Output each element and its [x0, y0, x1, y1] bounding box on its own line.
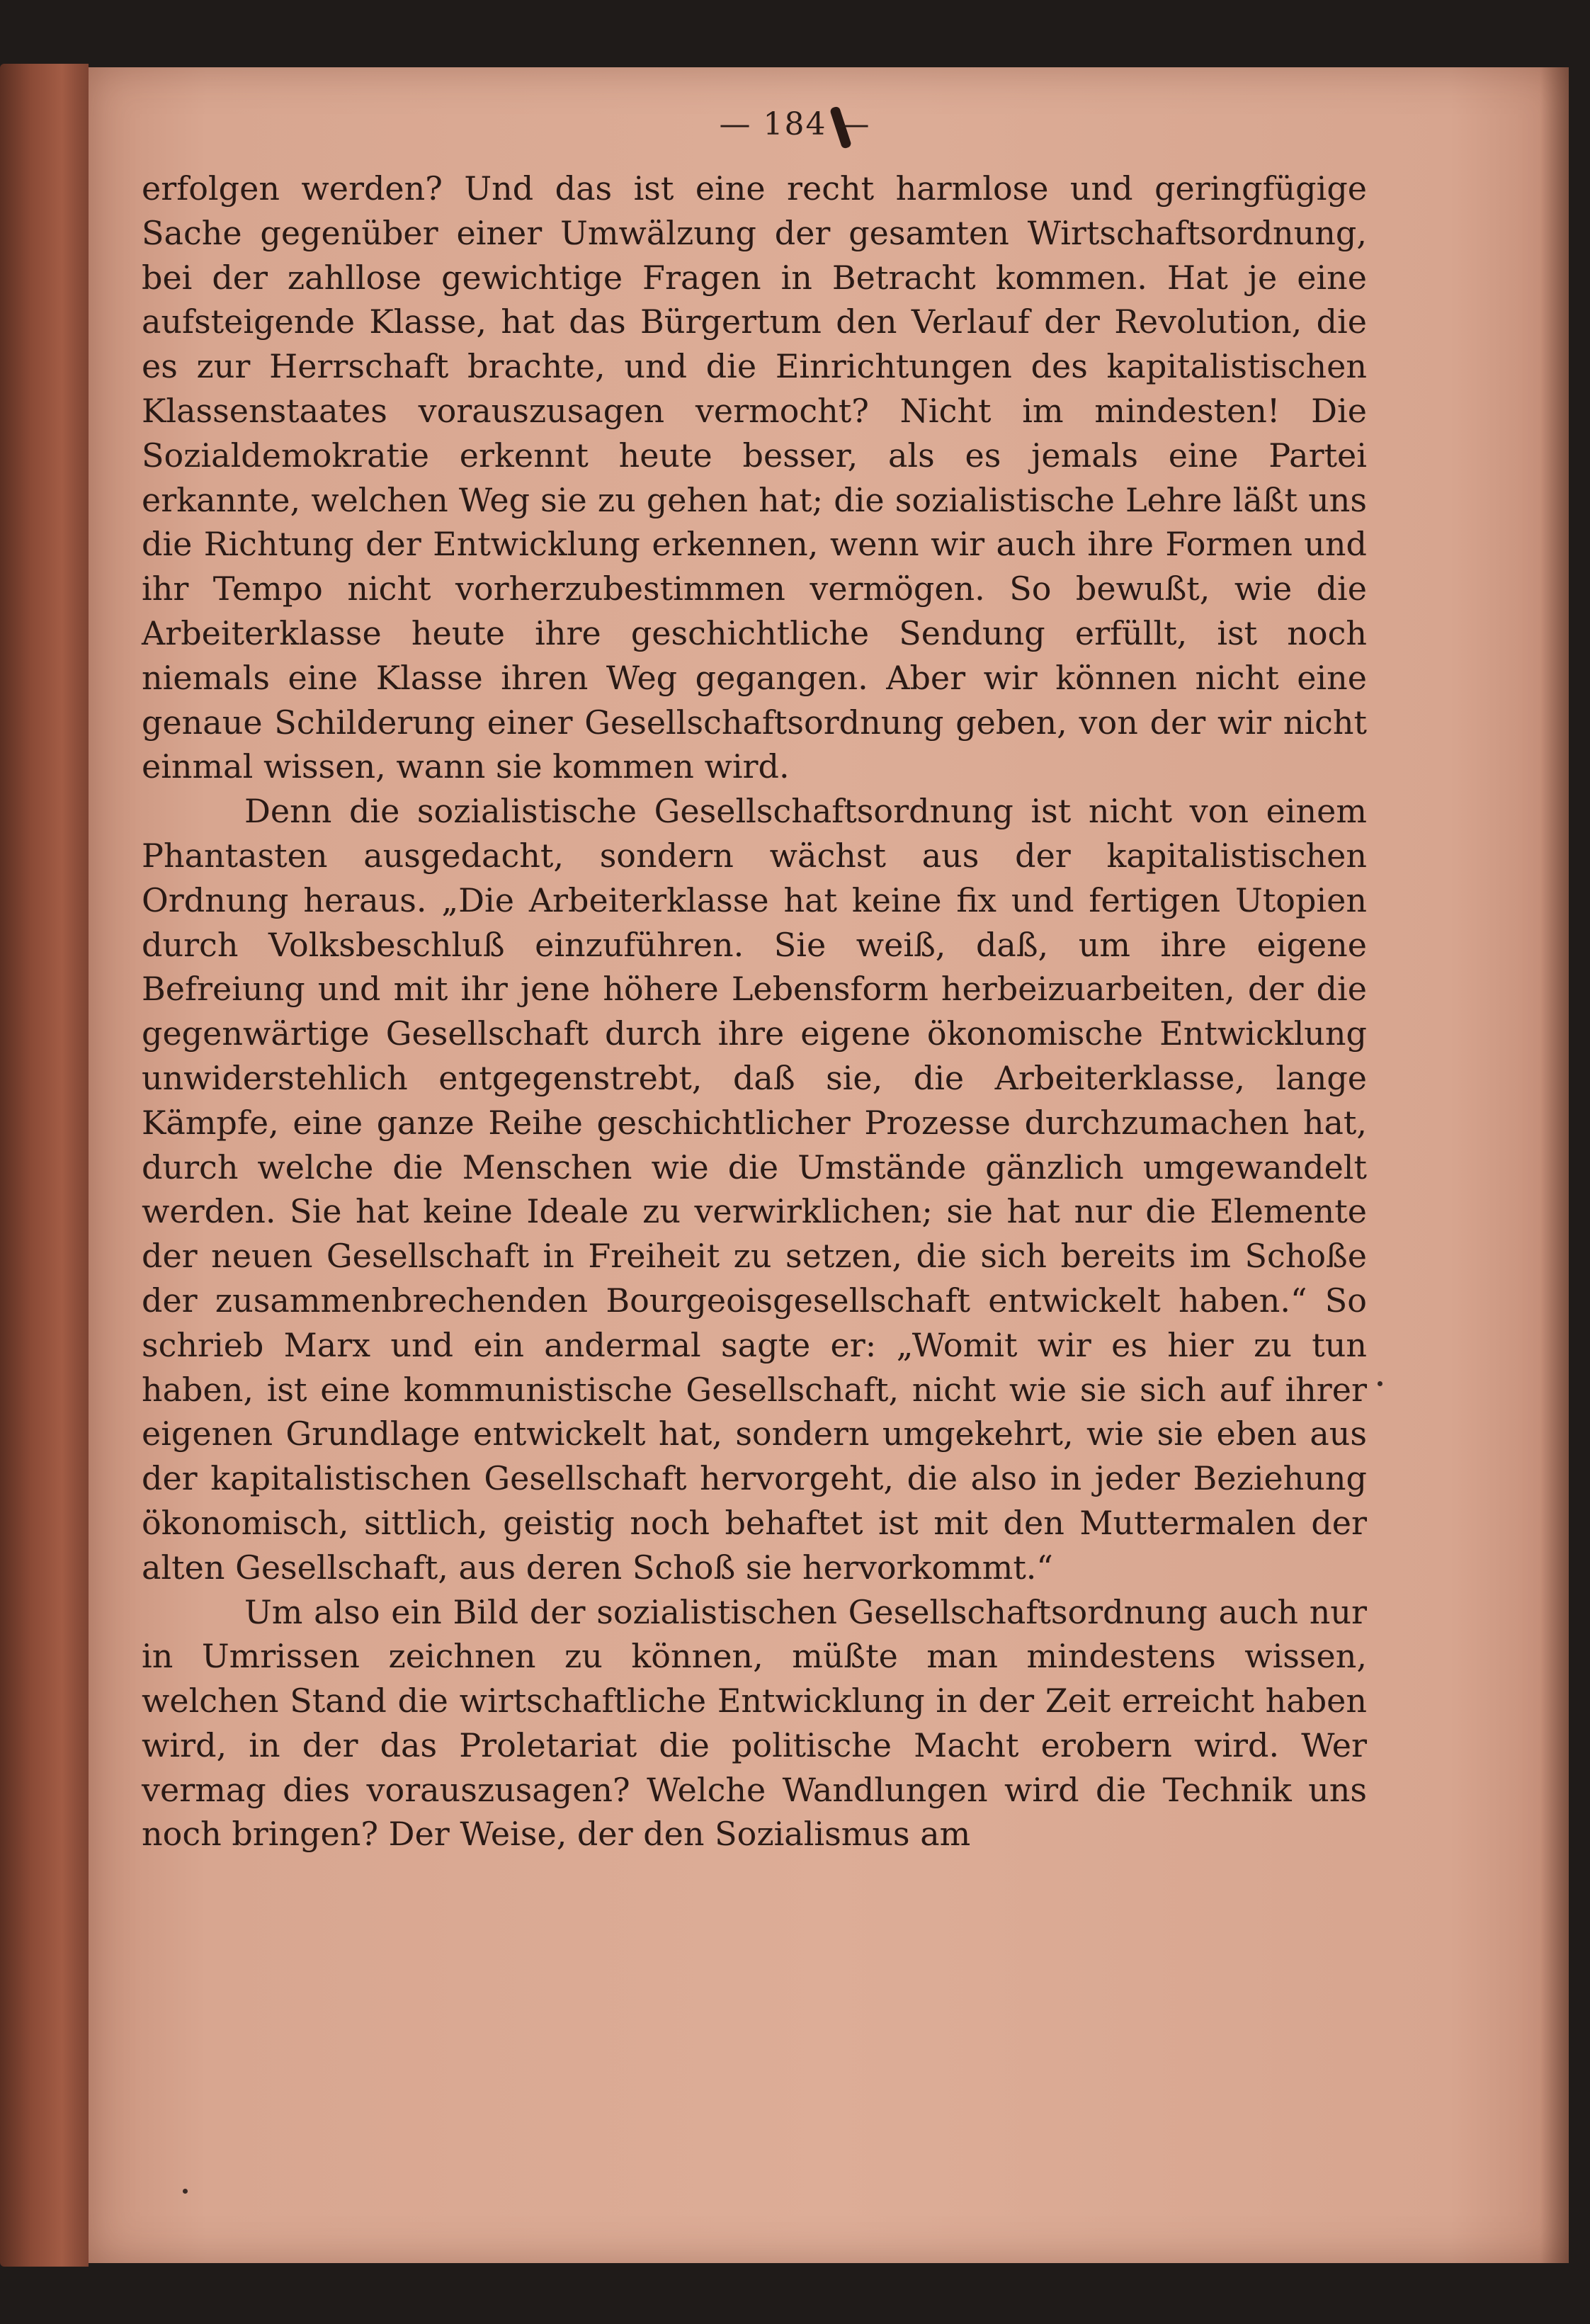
page-number: — 184 — [719, 106, 871, 142]
page-gutter-shadow [1540, 67, 1569, 2263]
page-stack-edge [0, 64, 89, 2267]
paper-speck [1378, 1381, 1382, 1386]
paper-speck [183, 2189, 188, 2194]
paragraph-1: erfolgen werden? Und das ist eine recht harmlose und geringfügige Sache gegenüber einer Umwälzung der gesamten Wirtschaftsordnung, bei der zahllose gewichtige Fragen in Betracht kommen. Hat je eine aufsteigende Klasse, hat das Bürgertum den Verlauf der Revolution, die es zur Herrschaft brachte, und die Einrichtungen des kapitalistischen Klassenstaates vorauszusagen vermocht? Nicht im mindesten! Die Sozialdemokratie erkennt heute besser, als es jemals eine Partei erkannte, welchen Weg sie zu gehen hat; die sozialistische Lehre läßt uns die Richtung der Entwicklung erkennen, wenn wir auch ihre Formen und ihr Tempo nicht vorherzubestimmen vermögen. So bewußt, wie die Arbeiterklasse heute ihre geschichtliche Sendung erfüllt, ist noch niemals eine Klasse ihren Weg gegangen. Aber wir können nicht eine genaue Schilderung einer Gesellschaftsordnung geben, von der wir nicht einmal wissen, wann sie kommen wird. [142, 169, 1367, 786]
paragraph-2: Denn die sozialistische Gesellschaftsordnung ist nicht von einem Phantasten ausgedacht, sondern wächst aus der kapitalistischen Ordnung heraus. „Die Arbeiterklasse hat keine fix und fertigen Utopien durch Volksbeschluß einzuführen. Sie weiß, daß, um ihre eigene Befreiung und mit ihr jene höhere Lebensform herbeizuarbeiten, der die gegenwärtige Gesellschaft durch ihre eigene ökonomische Entwicklung unwiderstehlich entgegenstrebt, daß sie, die Arbeiterklasse, lange Kämpfe, eine ganze Reihe geschichtlicher Prozesse durchzumachen hat, durch welche die Menschen wie die Umstände gänzlich umgewandelt werden. Sie hat keine Ideale zu verwirklichen; sie hat nur die Elemente der neuen Gesellschaft in Freiheit zu setzen, die sich bereits im Schoße der zusammenbrechenden Bourgeoisgesellschaft entwickelt haben.“ So schrieb Marx und ein andermal sagte er: „Womit wir es hier zu tun haben, ist eine kommunistische Gesellschaft, nicht wie sie sich auf ihrer eigenen Grundlage entwickelt hat, sondern umgekehrt, wie sie eben aus der kapitalistischen Gesellschaft hervorgeht, die also in jeder Beziehung ökonomisch, sittlich, geistig noch behaftet ist mit den Muttermalen der alten Gesellschaft, aus deren Schoß sie hervorkommt.“ [142, 792, 1367, 1587]
paragraph-3: Um also ein Bild der sozialistischen Gesellschaftsordnung auch nur in Umrissen zeichnen zu können, müßte man mindestens wissen, welchen Stand die wirtschaftliche Entwicklung in der Zeit erreicht haben wird, in der das Proletariat die politische Macht erobern wird. Wer vermag dies vorauszusagen? Welche Wandlungen wird die Technik uns noch bringen? Der Weise, der den Sozialismus am [142, 1592, 1367, 1854]
body-text [142, 166, 1367, 1857]
